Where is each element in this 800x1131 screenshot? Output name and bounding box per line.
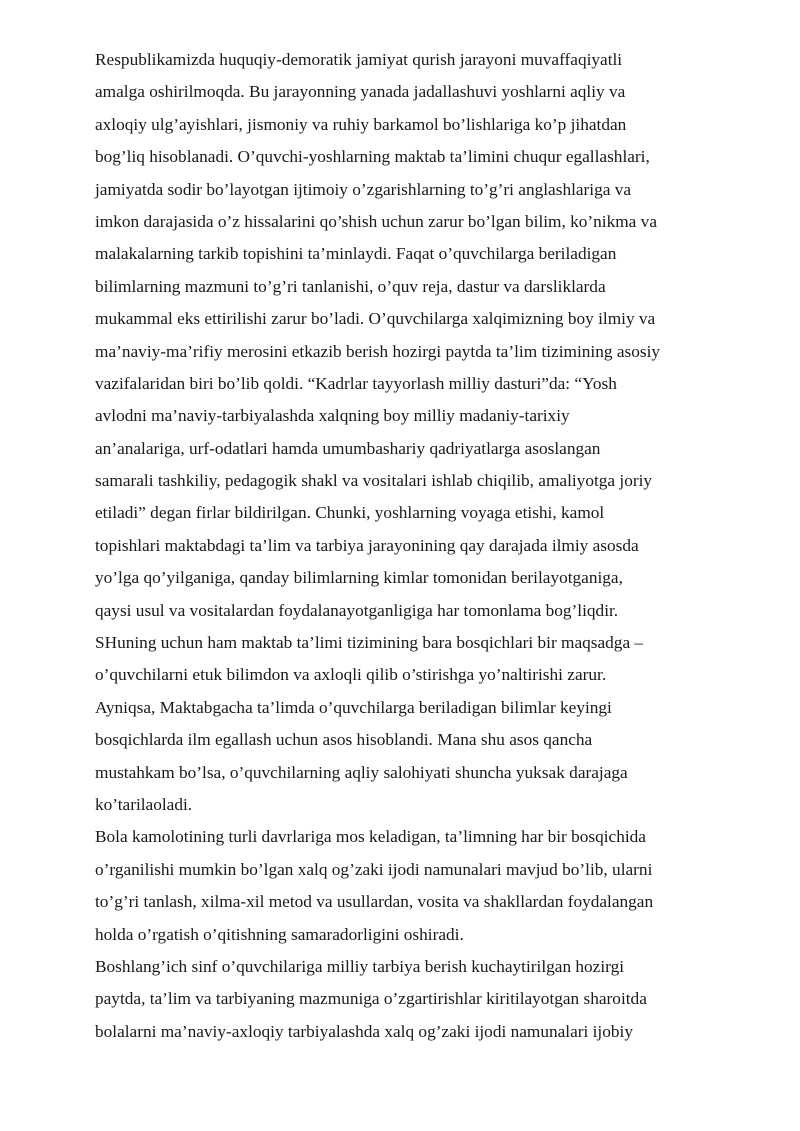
text-line: bilimlarning mazmuni to’g’ri tanlanishi, o’quv reja, dastur va darsliklarda — [95, 276, 606, 296]
text-line: axloqiy ulg’ayishlari, jismoniy va ruhiy barkamol bo’lishlariga ko’p jihatdan — [95, 114, 627, 134]
text-line: bolalarni ma’naviy-axloqiy tarbiyalashda xalq og’zaki ijodi namunalari ijobiy — [95, 1021, 633, 1041]
text-line: to’g’ri tanlash, xilma-xil metod va usullardan, vosita va shakllardan foydalangan — [95, 892, 654, 912]
text-line: topishlari maktabdagi ta’lim va tarbiya jarayonining qay darajada ilmiy asosda — [95, 535, 639, 555]
text-line: yo’lga qo’yilganiga, qanday bilimlarning kimlar tomonidan berilayotganiga, — [95, 568, 623, 588]
text-line: o’rganilishi mumkin bo’lgan xalq og’zaki ijodi namunalari mavjud bo’lib, ularni — [95, 859, 653, 879]
text-line: avlodni ma’naviy-tarbiyalashda xalqning boy milliy madaniy-tarixiy — [95, 406, 570, 426]
text-line: samarali tashkiliy, pedagogik shakl va vositalari ishlab chiqilib, amaliyotga joriy — [95, 471, 653, 491]
document-page — [95, 44, 703, 1048]
text-line: paytda, ta’lim va tarbiyaning mazmuniga o’zgartirishlar kiritilayotgan sharoitda — [95, 989, 647, 1009]
text-line: qaysi usul va vositalardan foydalanayotganligiga har tomonlama bog’liqdir. — [95, 600, 619, 620]
text-line: Bola kamolotining turli davrlariga mos keladigan, ta’limning har bir bosqichida — [95, 827, 646, 847]
text-line: o’quvchilarni etuk bilimdon va axloqli qilib o’stirishga yo’naltirishi zarur. — [95, 665, 607, 685]
paragraph-2 — [95, 821, 703, 1048]
text-line: bosqichlarda ilm egallash uchun asos hisoblandi. Mana shu asos qancha — [95, 730, 593, 750]
text-line: amalga oshirilmoqda. Bu jarayonning yanada jadallashuvi yoshlarni aqliy va — [95, 82, 626, 102]
text-line: malakalarning tarkib topishini ta’minlaydi. Faqat o’quvchilarga beriladigan — [95, 244, 617, 264]
text-line: SHuning uchun ham maktab ta’limi tizimining bara bosqichlari bir maqsadga – — [95, 633, 644, 653]
text-line: vazifalaridan biri bo’lib qoldi. “Kadrlar tayyorlash milliy dasturi”da: “Yosh — [95, 373, 617, 393]
text-line: Respublikamizda huquqiy-demoratik jamiyat qurish jarayoni muvaffaqiyatli — [95, 50, 623, 69]
text-line: ko’tarilaoladi. — [95, 794, 193, 814]
text-line: holda o’rgatish o’qitishning samaradorligini oshiradi. — [95, 924, 464, 944]
paragraph-1 — [95, 44, 703, 821]
text-line: mukammal eks ettirilishi zarur bo’ladi. O’quvchilarga xalqimizning boy ilmiy va — [95, 309, 656, 329]
text-line: jamiyatda sodir bo’layotgan ijtimoiy o’zgarishlarning to’g’ri anglashlariga va — [95, 179, 632, 199]
text-line: ma’naviy-ma’rifiy merosini etkazib berish hozirgi paytda ta’lim tizimining asosiy — [95, 341, 661, 361]
text-line: Ayniqsa, Maktabgacha ta’limda o’quvchilarga beriladigan bilimlar keyingi — [95, 697, 612, 717]
text-line: imkon darajasida o’z hissalarini qo’shish uchun zarur bo’lgan bilim, ko’nikma va — [95, 211, 657, 231]
text-line: Boshlang’ich sinf o’quvchilariga milliy tarbiya berish kuchaytirilgan hozirgi — [95, 956, 625, 976]
text-line: an’analariga, urf-odatlari hamda umumbashariy qadriyatlarga asoslangan — [95, 438, 601, 458]
text-line: bog’liq hisoblanadi. O’quvchi-yoshlarning maktab ta’limini chuqur egallashlari, — [95, 147, 650, 167]
text-line: etiladi” degan firlar bildirilgan. Chunki, yoshlarning voyaga etishi, kamol — [95, 503, 605, 523]
text-line: mustahkam bo’lsa, o’quvchilarning aqliy salohiyati shuncha yuksak darajaga — [95, 762, 628, 782]
